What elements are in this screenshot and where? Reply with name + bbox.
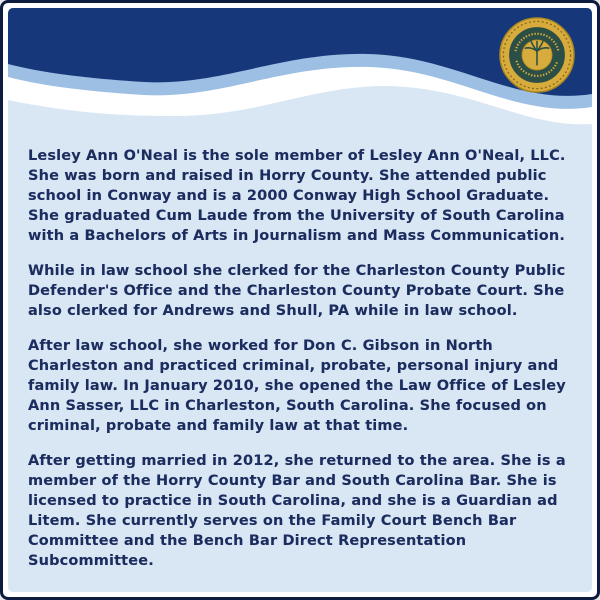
bio-paragraph-4: After getting married in 2012, she returned to the area. She is a member of the Horry County Bar and South Carolina Bar. She is licensed to practice in South Carolina, and she is a Guardian ad Litem. She currently serves on the Family Court Bench Bar Committee and the Bench Bar Direct Representation Subcommittee. bbox=[28, 453, 566, 569]
page-inner bbox=[8, 8, 592, 592]
state-seal-graphic bbox=[498, 16, 576, 94]
state-seal-icon bbox=[498, 16, 576, 94]
bio-paragraph-3: After law school, she worked for Don C. Gibson in North Charleston and practiced criminal, probate, personal injury and family law. In January 2010, she opened the Law Office of Lesley Ann Sasser, LLC in Charleston, South Carolina. She focused on criminal, probate and family law at that time. bbox=[28, 338, 566, 434]
bio-paragraph-2: While in law school she clerked for the Charleston County Public Defender's Office and the Charleston County Probate Court. She also clerked for Andrews and Shull, PA while in law school. bbox=[28, 263, 566, 319]
header-wave-banner bbox=[8, 8, 592, 140]
bio-paragraph-1: Lesley Ann O'Neal is the sole member of Lesley Ann O'Neal, LLC. She was born and raised in Horry County. She attended public school in Conway and is a 2000 Conway High School Graduate. She graduated Cum Laude from the University of South Carolina with a Bachelors of Arts in Journalism and Mass Communication. bbox=[28, 148, 566, 244]
bio-text-section bbox=[8, 140, 592, 592]
